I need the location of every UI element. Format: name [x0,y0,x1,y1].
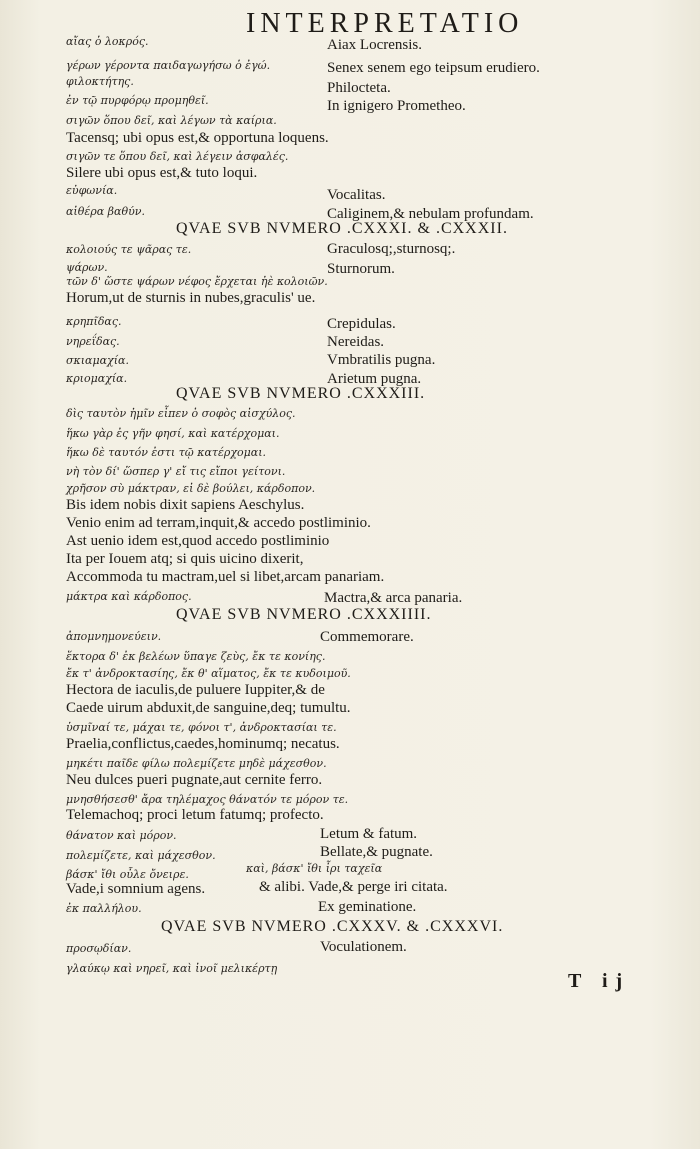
greek-text-line: ἐν τῷ πυρφόρῳ προμηθεῖ. [66,94,209,107]
greek-text-line: σκιαμαχία. [66,354,129,367]
greek-text-line: φιλοκτήτης. [66,75,134,88]
greek-text-line: θάνατον καὶ μόρον. [66,829,177,842]
greek-text-line: σιγῶν τε ὅπου δεῖ, καὶ λέγειν ἀσφαλές. [66,150,289,163]
latin-text-line: Ex geminatione. [318,899,417,915]
latin-text-line: Hectora de iaculis,de puluere Iuppiter,& de [66,682,325,698]
greek-text-line: νηρεΐδας. [66,335,120,348]
greek-text-line: βάσκ' ἴθι οὖλε ὄνειρε. [66,868,189,881]
section-heading: QVAE SVB NVMERO .CXXXI. & .CXXXII. [176,220,508,237]
greek-text-line: πολεμίζετε, καὶ μάχεσθον. [66,849,216,862]
greek-text-line: εὐφωνία. [66,184,118,197]
latin-text-line: Caede uirum abduxit,de sanguine,deq; tumultu. [66,700,351,716]
latin-text-line: Graculosq;,sturnosq;. [327,241,456,257]
latin-text-line: Vocalitas. [327,187,386,203]
greek-text-line: κριομαχία. [66,372,128,385]
signature-mark: T ij [568,970,631,992]
latin-text-line: Aiax Locrensis. [327,37,422,53]
greek-text-line: τῶν δ' ὥστε ψάρων νέφος ἔρχεται ἠὲ κολοιῶν. [66,275,328,288]
latin-text-line: Bis idem nobis dixit sapiens Aeschylus. [66,497,305,513]
section-heading: QVAE SVB NVMERO .CXXXIIII. [176,606,432,623]
latin-text-line: Accommoda tu mactram,uel si libet,arcam panariam. [66,569,385,585]
greek-text-line: κρηπῖδας. [66,315,122,328]
greek-text-line: ἀπομνημονεύειν. [66,630,162,643]
greek-text-line: δὶς ταυτὸν ἡμῖν εἶπεν ὁ σοφὸς αἰσχύλος. [66,407,296,420]
latin-text-line: In ignigero Prometheo. [327,98,466,114]
latin-text-line: Bellate,& pugnate. [320,844,433,860]
greek-text-line: χρῆσον σὺ μάκτραν, εἰ δὲ βούλει, κάρδοπον. [66,482,316,495]
section-heading: QVAE SVB NVMERO .CXXXIII. [176,385,426,402]
latin-text-line: Nereidas. [327,334,385,350]
latin-text-line: Mactra,& arca panaria. [324,590,463,606]
section-heading: QVAE SVB NVMERO .CXXXV. & .CXXXVI. [161,918,504,935]
greek-text-line: αἰθέρα βαθύν. [66,205,145,218]
greek-text-line: προσῳδίαν. [66,942,132,955]
latin-text-line: Commemorare. [320,629,414,645]
latin-text-line: Letum & fatum. [320,826,418,842]
latin-text-line: Caliginem,& nebulam profundam. [327,206,534,222]
latin-text-line: Vmbratilis pugna. [327,352,436,368]
latin-text-line: Vade,i somnium agens. [66,881,206,897]
greek-text-line: ἐκ παλλήλου. [66,902,142,915]
greek-text-line: μηκέτι παῖδε φίλω πολεμίζετε μηδὲ μάχεσθον. [66,757,327,770]
greek-text-line: γέρων γέροντα παιδαγωγήσω ὁ ἐγώ. [66,59,271,72]
latin-text-line: Tacensq; ubi opus est,& opportuna loquens. [66,130,329,146]
greek-text-line: κολοιούς τε ψᾶρας τε. [66,243,192,256]
latin-text-line: Arietum pugna. [327,371,422,387]
greek-text-line: καὶ, βάσκ' ἴθι ἶρι ταχεῖα [246,862,383,875]
greek-text-line: σιγῶν ὅπου δεῖ, καὶ λέγων τὰ καίρια. [66,114,277,127]
greek-text-line: γλαύκῳ καὶ νηρεῖ, καὶ ἰνοῖ μελικέρτῃ [66,962,278,975]
running-header: INTERPRETATIO [246,8,524,39]
greek-text-line: αἴας ὁ λοκρός. [66,35,149,48]
greek-text-line: νὴ τὸν δί' ὥσπερ γ' εἴ τις εἴποι γείτονι. [66,465,286,478]
latin-text-line: Crepidulas. [327,316,396,332]
latin-text-line: Praelia,conflictus,caedes,hominumq; necatus. [66,736,340,752]
greek-text-line: ἥκω δὲ ταυτόν ἐστι τῷ κατέρχομαι. [66,446,267,459]
latin-text-line: Venio enim ad terram,inquit,& accedo postliminio. [66,515,371,531]
latin-text-line: & alibi. Vade,& perge iri citata. [259,879,448,895]
greek-text-line: ἥκω γὰρ ἐς γῆν φησί, καὶ κατέρχομαι. [66,427,280,440]
latin-text-line: Sturnorum. [327,261,395,277]
greek-text-line: ὑσμῖναί τε, μάχαι τε, φόνοι τ', ἀνδροκτασίαι τε. [66,721,337,734]
latin-text-line: Telemachoq; proci letum fatumq; profecto. [66,807,324,823]
greek-text-line: ἕκτορα δ' ἐκ βελέων ὕπαγε ζεὺς, ἔκ τε κονίης. [66,650,326,663]
greek-text-line: μάκτρα καὶ κάρδοπος. [66,590,192,603]
latin-text-line: Philocteta. [327,80,391,96]
greek-text-line: ἔκ τ' ἀνδροκτασίης, ἔκ θ' αἵματος, ἔκ τε κυδοιμοῦ. [66,667,351,680]
latin-text-line: Silere ubi opus est,& tuto loqui. [66,165,258,181]
latin-text-line: Ast uenio idem est,quod accedo postliminio [66,533,330,549]
greek-text-line: μνησθήσεσθ' ἄρα τηλέμαχος θάνατόν τε μόρον τε. [66,793,349,806]
latin-text-line: Ita per Iouem atq; si quis uicino dixerit, [66,551,304,567]
latin-text-line: Horum,ut de sturnis in nubes,graculis' ue. [66,290,316,306]
latin-text-line: Voculationem. [320,939,407,955]
latin-text-line: Neu dulces pueri pugnate,aut cernite ferro. [66,772,323,788]
greek-text-line: ψάρων. [66,261,108,274]
latin-text-line: Senex senem ego teipsum erudiero. [327,60,540,76]
